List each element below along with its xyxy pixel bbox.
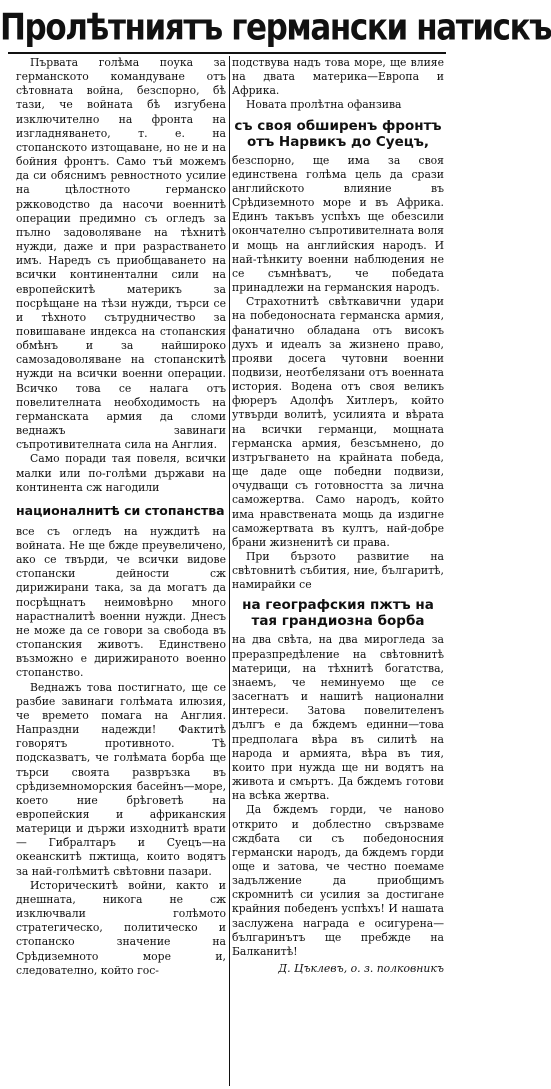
section-subheading: съ своя обширенъ фронтъ отъ Нарвикъ до Суецъ,: [234, 117, 442, 150]
paragraph: на два свѣта, на два мирогледа за преразпредѣление на свѣтовнитѣ материци, на тѣхнитѣ богатства, знаемъ, че неминуемо ще се засегнатъ и нашитѣ национални интереси. Затова повелителенъ дългъ е да бждемъ единни—това предполага вѣра въ силитѣ на народа и армията, вѣра въ тия, които при нужда ще ни водятъ на живота и смъртъ. Да бждемъ готови на всѣка жертва.: [232, 633, 444, 803]
paragraph: При бързото развитие на свѣтовнитѣ събития, ние, българитѣ, намирайки се: [232, 550, 444, 592]
section-subheading: националнитѣ си стопанства: [16, 502, 225, 518]
author-signature: Д. Цъклевъ, о. з. полковникъ: [278, 962, 444, 976]
paragraph: Историческитѣ войни, както и днешната, никога не сж изключвали голѣмото стратегическо, политическо и стопанско значение на Срѣдиземното море и, следователно, който гос-: [16, 878, 226, 977]
article-headline: Пролѣтниятъ германски натискъ: [0, 6, 551, 49]
paragraph: все съ огледъ на нуждитѣ на войната. Не ще бжде преувеличено, ако се твърди, че всички видове стопански дейности сж дирижирани така, за да могатъ да посрѣщнатъ неимовѣрно много нарастналитѣ военни нужди. Днесъ не може да се говори за свобода въ стопанския животъ. Единствено възможно е дирижираното военно стопанство.: [16, 524, 226, 680]
paragraph: Веднажъ това постигнато, ще се разбие завинаги голѣмата илюзия, че времето помага на Англия. Напраздни надежди! Фактитѣ говорятъ противното. Тѣ подсказватъ, че голѣмата борба ще търси своята развръзка въ срѣдиземноморския басейнъ—море, което ние брѣговетѣ на европейския и африканския материци и държи изходнитѣ врати — Гибралтаръ и Суецъ—на океанскитѣ пжтища, които водятъ за най-голѣмитѣ свѣтовни пазари.: [16, 680, 226, 878]
paragraph: подствува надъ това море, ще влияе на двата материка—Европа и Африка.: [232, 56, 444, 98]
paragraph: безспорно, ще има за своя единствена голѣма цель да срази английското влияние въ Срѣдиземното море и въ Африка. Единъ такъвъ успѣхъ ще обезсили окончателно съпротивителната воля и мощь на английския народъ. И най-тѣнкиту военни наблюдения не се съмнѣватъ, че победата принадлежи на германския народъ.: [232, 153, 444, 295]
article-column-right: [232, 56, 444, 1086]
headline-rule: [8, 52, 446, 54]
column-divider: [229, 56, 230, 1086]
section-subheading: на географския пжтъ на тая грандиозна борба: [242, 597, 434, 630]
paragraph: Само поради тая повеля, всички малки или по-голѣми държави на континента сж нагодили: [16, 452, 226, 494]
paragraph: Първата голѣма поука за германското командуване отъ сѣтовната война, безспорно, бѣ тази, че войната бѣ изгубена изключително на фронта на изгладняването, т. е. на стопанското изтощаване, но не и на бойния фронтъ. Само тъй можемъ да си обяснимъ ревностното усилие на цѣлостното германско ржководство да насочи военнитѣ операции предимно съ огледъ за пълно задоволяване на тѣхнитѣ нужди, даже и при разрастването имъ. Нарeдъ съ приобщаването на всички континентални сили на европейскитѣ материкъ за посрѣщане на тѣзи нужди, търси се и тѣхното сътрудничество за повишаване индекса на стопанския обмѣнъ и за найшироко самозадоволяване на стопанскитѣ нужди на всички военни операции. Всичко това се налага отъ повелителната необходимость на германската армия да сломи веднажъ завинаги съпротивителната сила на Англия.: [16, 56, 226, 452]
paragraph: Новата пролѣтна офанзива: [246, 98, 402, 112]
article-column-left: [16, 56, 226, 1086]
paragraph: Страхотнитѣ свѣткавични удари на победоносната германска армия, фанатично обладана отъ високъ духъ и идеалъ за жизнено право, прояви досега чутовни военни подвизи, неотбелязани отъ военната история. Водена отъ своя великъ фюреръ Адолфъ Хитлеръ, който утвърди волитѣ, усилията и вѣрата на всички германци, мощната германска армия, безсъмнено, до изтръгването на крайната победа, ще даде още победни подвизи, очудващи съ готовността за лична саможертва. Само народъ, който има нравствената мощь да издигне саможертвата въ култъ, най-добре брани жизненитѣ си права.: [232, 295, 444, 549]
paragraph: Да бждемъ горди, че наново открито и доблестно свързваме сждбата си съ победоносния германски народъ, да бждемъ горди още и затова, че честно поемаме задължение да приобщимъ скромнитѣ си усилия за достигане крайния победенъ успѣхъ! И нашата заслужена награда е осигурена—българинътъ ще пребжде на Балканитѣ!: [232, 803, 444, 958]
